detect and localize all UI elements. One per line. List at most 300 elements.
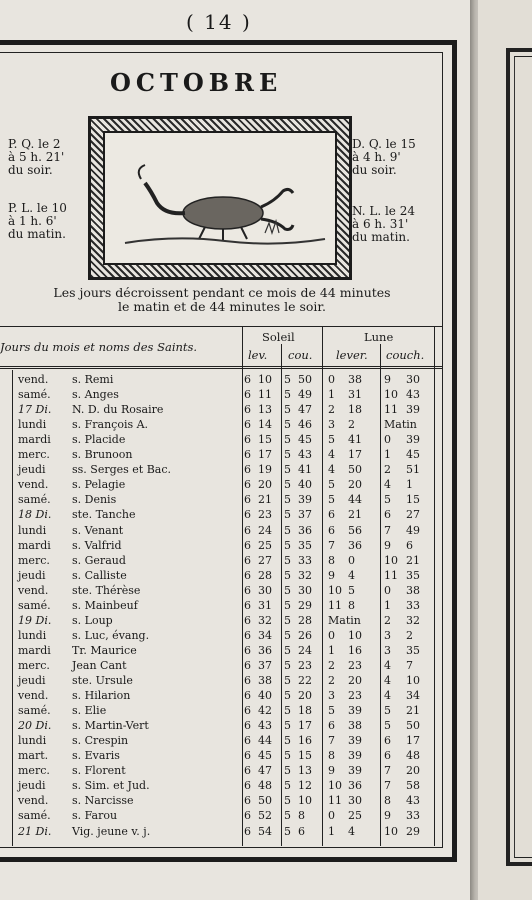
moonrise-hour-cell: 6	[328, 719, 335, 733]
saint-cell: s. François A.	[72, 418, 149, 432]
table-row	[0, 659, 442, 672]
sunrise-hour-cell: 6	[244, 598, 251, 612]
saint-cell: s. Brunoon	[72, 448, 133, 462]
moonset-hour-cell: 9	[384, 538, 391, 552]
moonrise-hour-cell: 7	[328, 538, 335, 552]
sunset-hour-cell: 5	[284, 794, 291, 808]
sunset-minute-cell: 15	[298, 749, 312, 763]
day-cell: 17 Di.	[18, 403, 52, 417]
sunset-minute-cell: 32	[298, 568, 312, 582]
moonrise-minute-cell: 25	[348, 809, 362, 823]
sunset-hour-cell: 5	[284, 764, 291, 778]
sunset-hour-cell: 5	[284, 448, 291, 462]
moonrise-minute-cell: 0	[348, 553, 355, 567]
saint-cell: Jean Cant	[72, 658, 127, 672]
moonset-minute-cell: 39	[406, 433, 420, 447]
phase-dernier-quartier: D. Q. le 15 à 4 h. 9' du soir.	[352, 137, 416, 177]
moonset-hour-cell: 1	[384, 448, 391, 462]
sunset-minute-cell: 26	[298, 628, 312, 642]
moonset-minute-cell: 21	[406, 553, 420, 567]
sunset-minute-cell: 40	[298, 478, 312, 492]
sunset-minute-cell: 16	[298, 734, 312, 748]
sunrise-hour-cell: 6	[244, 568, 251, 582]
sunrise-hour-cell: 6	[244, 628, 251, 642]
day-cell: jeudi	[18, 674, 46, 687]
sunrise-minute-cell: 36	[258, 643, 272, 657]
sunrise-hour-cell: 6	[244, 418, 251, 432]
sunrise-minute-cell: 17	[258, 448, 272, 462]
header-days-saints: Jours du mois et noms des Saints.	[0, 340, 198, 354]
moonrise-hour-cell: 0	[328, 628, 335, 642]
moonrise-hour-cell: 2	[328, 658, 335, 672]
moonset-minute-cell: 29	[406, 824, 420, 838]
moonrise-minute-cell: 20	[348, 674, 362, 687]
sunrise-hour-cell: 6	[244, 689, 251, 703]
day-cell: samé.	[18, 598, 51, 612]
sunset-minute-cell: 49	[298, 388, 312, 402]
sunrise-hour-cell: 6	[244, 553, 251, 567]
moonrise-hour-cell: 11	[328, 598, 342, 612]
table-row	[0, 629, 442, 642]
moonrise-minute-cell: 4	[348, 824, 355, 838]
moonset-hour-cell: 4	[384, 674, 391, 687]
day-cell: lundi	[18, 628, 47, 642]
saint-cell: s. Hilarion	[72, 689, 131, 703]
header-soleil-lev: lev.	[248, 348, 268, 362]
sunset-minute-cell: 29	[298, 598, 312, 612]
saint-cell: s. Placide	[72, 433, 126, 447]
moonset-minute-cell: 33	[406, 809, 420, 823]
day-cell: mardi	[18, 538, 51, 552]
moonset-hour-cell: 2	[384, 613, 391, 627]
sunrise-hour-cell: 6	[244, 448, 251, 462]
moonrise-minute-cell: 39	[348, 764, 362, 778]
moonrise-minute-cell: 41	[348, 433, 362, 447]
table-row	[0, 448, 442, 461]
moonrise-minute-cell: 39	[348, 749, 362, 763]
saint-cell: s. Luc, évang.	[72, 628, 150, 642]
sunrise-minute-cell: 11	[258, 388, 272, 402]
moonrise-hour-cell: 5	[328, 704, 335, 718]
table-row	[0, 373, 442, 386]
moonrise-minute-cell: 56	[348, 523, 362, 537]
scorpio-engraving	[103, 131, 337, 265]
day-cell: jeudi	[18, 463, 46, 477]
sunset-minute-cell: 13	[298, 764, 312, 778]
header-bottom-rule	[0, 366, 442, 367]
moonset-hour-cell: 7	[384, 764, 391, 778]
header-soleil: Soleil	[262, 330, 295, 344]
day-cell: merc.	[18, 553, 50, 567]
day-cell: samé.	[18, 493, 51, 507]
moonset-minute-cell: 17	[406, 734, 420, 748]
sunrise-minute-cell: 38	[258, 674, 272, 687]
sunset-hour-cell: 5	[284, 613, 291, 627]
sunrise-minute-cell: 47	[258, 764, 272, 778]
moonset-minute-cell: 6	[406, 538, 413, 552]
moonset-hour-cell: 4	[384, 478, 391, 492]
sunrise-hour-cell: 6	[244, 658, 251, 672]
sunset-hour-cell: 5	[284, 403, 291, 417]
moonset-minute-cell: 15	[406, 493, 420, 507]
moonrise-minute-cell: 2	[348, 418, 355, 432]
sunrise-minute-cell: 32	[258, 613, 272, 627]
moonset-hour-cell: 10	[384, 388, 398, 402]
moonset-minute-cell: 21	[406, 704, 420, 718]
sunrise-minute-cell: 54	[258, 824, 272, 838]
day-cell: lundi	[18, 523, 47, 537]
sunrise-minute-cell: 31	[258, 598, 272, 612]
table-row	[0, 493, 442, 506]
sunrise-minute-cell: 44	[258, 734, 272, 748]
moonrise-hour-cell: 7	[328, 734, 335, 748]
saint-cell: s. Florent	[72, 764, 126, 778]
sunrise-minute-cell: 23	[258, 508, 272, 522]
sunrise-hour-cell: 6	[244, 463, 251, 477]
table-row	[0, 599, 442, 612]
sunrise-minute-cell: 48	[258, 779, 272, 793]
table-row	[0, 764, 442, 777]
moonset-hour-cell: 11	[384, 403, 398, 417]
table-row	[0, 749, 442, 762]
moonset-hour-cell: 8	[384, 794, 391, 808]
sunset-minute-cell: 50	[298, 373, 312, 386]
sunrise-minute-cell: 42	[258, 704, 272, 718]
saint-cell: s. Calliste	[72, 568, 127, 582]
table-row	[0, 463, 442, 476]
sunset-hour-cell: 5	[284, 734, 291, 748]
sunrise-hour-cell: 6	[244, 523, 251, 537]
moonrise-hour-cell: 5	[328, 433, 335, 447]
sunset-hour-cell: 5	[284, 719, 291, 733]
table-row	[0, 794, 442, 807]
day-cell: vend.	[18, 583, 49, 597]
table-row	[0, 433, 442, 446]
sunset-minute-cell: 33	[298, 553, 312, 567]
moonset-minute-cell: 32	[406, 613, 420, 627]
sunrise-hour-cell: 6	[244, 734, 251, 748]
sunrise-hour-cell: 6	[244, 779, 251, 793]
sunset-minute-cell: 23	[298, 658, 312, 672]
table-row	[0, 644, 442, 657]
moonset-minute-cell: 30	[406, 373, 420, 386]
sunrise-minute-cell: 25	[258, 538, 272, 552]
table-row	[0, 508, 442, 521]
moonrise-hour-cell: 1	[328, 643, 335, 657]
sunrise-hour-cell: 6	[244, 613, 251, 627]
moonrise-minute-cell: 39	[348, 704, 362, 718]
day-cell: vend.	[18, 689, 49, 703]
moonset-hour-cell: 7	[384, 779, 391, 793]
moonset-minute-cell: 48	[406, 749, 420, 763]
saint-cell: ste. Thérèse	[72, 583, 141, 597]
saint-cell: s. Remi	[72, 373, 114, 386]
sunset-minute-cell: 35	[298, 538, 312, 552]
saint-cell: s. Crespin	[72, 734, 129, 748]
sunrise-hour-cell: 6	[244, 433, 251, 447]
saint-cell: s. Evaris	[72, 749, 120, 763]
sunset-hour-cell: 5	[284, 388, 291, 402]
sunset-hour-cell: 5	[284, 704, 291, 718]
moonrise-minute-cell: 23	[348, 689, 362, 703]
moonrise-minute-cell: 8	[348, 598, 355, 612]
sunset-hour-cell: 5	[284, 538, 291, 552]
moonrise-hour-cell: 1	[328, 824, 335, 838]
table-row	[0, 689, 442, 702]
saint-cell: s. Elie	[72, 704, 107, 718]
saint-cell: s. Venant	[72, 523, 124, 537]
sunset-hour-cell: 5	[284, 568, 291, 582]
moonset-minute-cell: 45	[406, 448, 420, 462]
sunrise-hour-cell: 6	[244, 493, 251, 507]
moonrise-hour-cell: 1	[328, 388, 335, 402]
table-row	[0, 388, 442, 401]
sunset-hour-cell: 5	[284, 779, 291, 793]
adjacent-page-edge	[478, 0, 532, 900]
day-cell: lundi	[18, 418, 47, 432]
saint-cell: Vig. jeune v. j.	[72, 824, 151, 838]
moonset-hour-cell: 9	[384, 809, 391, 823]
saint-cell: s. Loup	[72, 613, 113, 627]
moonrise-hour-cell: 3	[328, 418, 335, 432]
moonrise-hour-cell: 6	[328, 523, 335, 537]
moonrise-hour-cell: 2	[328, 674, 335, 687]
moonset-hour-cell: 6	[384, 508, 391, 522]
table-row	[0, 734, 442, 747]
moonrise-hour-cell: 2	[328, 403, 335, 417]
day-cell: vend.	[18, 373, 49, 386]
table-row	[0, 478, 442, 491]
sunrise-hour-cell: 6	[244, 674, 251, 687]
moonrise-minute-cell: 5	[348, 583, 355, 597]
header-lune-couch: couch.	[386, 348, 425, 362]
sunrise-hour-cell: 6	[244, 704, 251, 718]
header-lune: Lune	[364, 330, 394, 344]
sunrise-minute-cell: 13	[258, 403, 272, 417]
page-number: ( 14 )	[186, 10, 252, 34]
sunset-hour-cell: 5	[284, 809, 291, 823]
sunrise-minute-cell: 19	[258, 463, 272, 477]
moonrise-minute-cell: 36	[348, 538, 362, 552]
saint-cell: s. Sim. et Jud.	[72, 779, 150, 793]
moonrise-minute-cell: 36	[348, 779, 362, 793]
table-row	[0, 719, 442, 732]
sunrise-minute-cell: 24	[258, 523, 272, 537]
table-row	[0, 825, 442, 838]
moonrise-hour-cell: 5	[328, 478, 335, 492]
moonset-minute-cell: 35	[406, 643, 420, 657]
moonrise-minute-cell: 4	[348, 568, 355, 582]
sunset-hour-cell: 5	[284, 553, 291, 567]
sunset-hour-cell: 5	[284, 478, 291, 492]
moonrise-hour-cell: 11	[328, 794, 342, 808]
moonset-minute-cell: 58	[406, 779, 420, 793]
sunset-minute-cell: 43	[298, 448, 312, 462]
moonrise-hour-cell: 9	[328, 764, 335, 778]
day-cell: mardi	[18, 433, 51, 447]
day-cell: samé.	[18, 388, 51, 402]
day-cell: jeudi	[18, 568, 46, 582]
sunrise-hour-cell: 6	[244, 809, 251, 823]
sunrise-minute-cell: 20	[258, 478, 272, 492]
day-cell: lundi	[18, 734, 47, 748]
moonset-hour-cell: 3	[384, 628, 391, 642]
phase-nouvelle-lune: N. L. le 24 à 6 h. 31' du matin.	[352, 204, 415, 244]
sunset-minute-cell: 20	[298, 689, 312, 703]
moonrise-hour-cell: 8	[328, 749, 335, 763]
moonrise-minute-cell: 20	[348, 478, 362, 492]
moonrise-hour-cell: 0	[328, 809, 335, 823]
sunset-minute-cell: 37	[298, 508, 312, 522]
moonset-minute-cell: 49	[406, 523, 420, 537]
moonset-minute-cell: 39	[406, 403, 420, 417]
sunset-minute-cell: 28	[298, 613, 312, 627]
sunset-hour-cell: 5	[284, 658, 291, 672]
moonrise-minute-cell: 38	[348, 719, 362, 733]
saint-cell: N. D. du Rosaire	[72, 403, 164, 417]
moonset-hour-cell: 10	[384, 553, 398, 567]
table-row	[0, 779, 442, 792]
moonrise-minute-cell: 31	[348, 388, 362, 402]
moonset-minute-cell: 33	[406, 598, 420, 612]
sunrise-hour-cell: 6	[244, 749, 251, 763]
sunset-minute-cell: 30	[298, 583, 312, 597]
sunrise-minute-cell: 45	[258, 749, 272, 763]
sunrise-minute-cell: 15	[258, 433, 272, 447]
moonrise-minute-cell: 18	[348, 403, 362, 417]
saint-cell: s. Denis	[72, 493, 117, 507]
table-row	[0, 704, 442, 717]
moonset-minute-cell: 35	[406, 568, 420, 582]
moonset-minute-cell: 7	[406, 658, 413, 672]
moonset-hour-cell: 11	[384, 568, 398, 582]
moonrise-minute-cell: 39	[348, 734, 362, 748]
sunrise-minute-cell: 10	[258, 373, 272, 386]
day-cell: jeudi	[18, 779, 46, 793]
sunrise-minute-cell: 34	[258, 628, 272, 642]
sunset-minute-cell: 36	[298, 523, 312, 537]
header-soleil-cou: cou.	[288, 348, 313, 362]
sunrise-minute-cell: 52	[258, 809, 272, 823]
sunrise-hour-cell: 6	[244, 643, 251, 657]
saint-cell: s. Anges	[72, 388, 119, 402]
moonset-hour-cell: 3	[384, 643, 391, 657]
saint-cell: s. Martin-Vert	[72, 719, 149, 733]
moonrise-minute-cell: 16	[348, 643, 362, 657]
sunrise-minute-cell: 40	[258, 689, 272, 703]
moonset-hour-cell: 7	[384, 523, 391, 537]
day-cell: mardi	[18, 643, 51, 657]
saint-cell: ste. Ursule	[72, 674, 133, 687]
saint-cell: s. Valfrid	[72, 538, 122, 552]
day-cell: 21 Di.	[18, 824, 52, 838]
moonset-hour-cell: 5	[384, 493, 391, 507]
sunset-minute-cell: 8	[298, 809, 305, 823]
moonset-hour-cell: 2	[384, 463, 391, 477]
day-cell: samé.	[18, 704, 51, 718]
moonset-hour-cell: 6	[384, 749, 391, 763]
sunset-hour-cell: 5	[284, 689, 291, 703]
header-double-rule	[0, 368, 442, 369]
table-row	[0, 418, 442, 431]
moonset-hour-cell: 10	[384, 824, 398, 838]
moonrise-hour-cell: 8	[328, 553, 335, 567]
sunrise-minute-cell: 37	[258, 658, 272, 672]
table-row	[0, 569, 442, 582]
moonrise-hour-cell: 6	[328, 508, 335, 522]
moonset-hour-cell: 5	[384, 704, 391, 718]
sunrise-minute-cell: 14	[258, 418, 272, 432]
moonrise-hour-cell: 4	[328, 448, 335, 462]
sunset-hour-cell: 5	[284, 749, 291, 763]
adjacent-page-inner-border	[514, 56, 532, 858]
sunset-hour-cell: 5	[284, 598, 291, 612]
day-cell: mart.	[18, 749, 49, 763]
table-row	[0, 554, 442, 567]
day-cell: 19 Di.	[18, 613, 52, 627]
saint-cell: s. Geraud	[72, 553, 126, 567]
day-cell: merc.	[18, 764, 50, 778]
sunset-minute-cell: 46	[298, 418, 312, 432]
sunset-minute-cell: 24	[298, 643, 312, 657]
sunset-hour-cell: 5	[284, 674, 291, 687]
table-row	[0, 614, 442, 627]
moonset-hour-cell: Matin	[384, 418, 417, 432]
table-row	[0, 809, 442, 822]
sunrise-hour-cell: 6	[244, 583, 251, 597]
moonrise-minute-cell: 50	[348, 463, 362, 477]
table-row	[0, 674, 442, 687]
day-cell: 18 Di.	[18, 508, 52, 522]
moonset-minute-cell: 2	[406, 628, 413, 642]
sunrise-hour-cell: 6	[244, 403, 251, 417]
sunset-minute-cell: 10	[298, 794, 312, 808]
moonrise-hour-cell: 0	[328, 373, 335, 386]
sunset-minute-cell: 12	[298, 779, 312, 793]
days-decrease-note: Les jours décroissent pendant ce mois de 44 minutes le matin et de 44 minutes le soir.	[53, 285, 391, 314]
moonset-hour-cell: 0	[384, 433, 391, 447]
moonset-hour-cell: 4	[384, 689, 391, 703]
moonset-hour-cell: 5	[384, 719, 391, 733]
saint-cell: s. Narcisse	[72, 794, 134, 808]
day-cell: samé.	[18, 809, 51, 823]
saint-cell: s. Mainbeuf	[72, 598, 138, 612]
day-cell: vend.	[18, 794, 49, 808]
table-row	[0, 584, 442, 597]
moonset-minute-cell: 1	[406, 478, 413, 492]
sunset-hour-cell: 5	[284, 433, 291, 447]
sunset-minute-cell: 45	[298, 433, 312, 447]
sunrise-hour-cell: 6	[244, 764, 251, 778]
moonset-minute-cell: 51	[406, 463, 420, 477]
moonrise-hour-cell: 10	[328, 779, 342, 793]
month-title: OCTOBRE	[110, 68, 283, 97]
day-cell: vend.	[18, 478, 49, 492]
sunrise-hour-cell: 6	[244, 719, 251, 733]
moonrise-hour-cell: 4	[328, 463, 335, 477]
sunrise-hour-cell: 6	[244, 373, 251, 386]
moonrise-minute-cell: 23	[348, 658, 362, 672]
sunrise-hour-cell: 6	[244, 824, 251, 838]
moonset-hour-cell: 1	[384, 598, 391, 612]
sunrise-hour-cell: 6	[244, 388, 251, 402]
phase-pleine-lune: P. L. le 10 à 1 h. 6' du matin.	[8, 201, 67, 241]
moonset-minute-cell: 38	[406, 583, 420, 597]
moonrise-minute-cell: 21	[348, 508, 362, 522]
moonset-minute-cell: 27	[406, 508, 420, 522]
moonrise-minute-cell: 30	[348, 794, 362, 808]
moonrise-hour-cell: Matin	[328, 613, 361, 627]
